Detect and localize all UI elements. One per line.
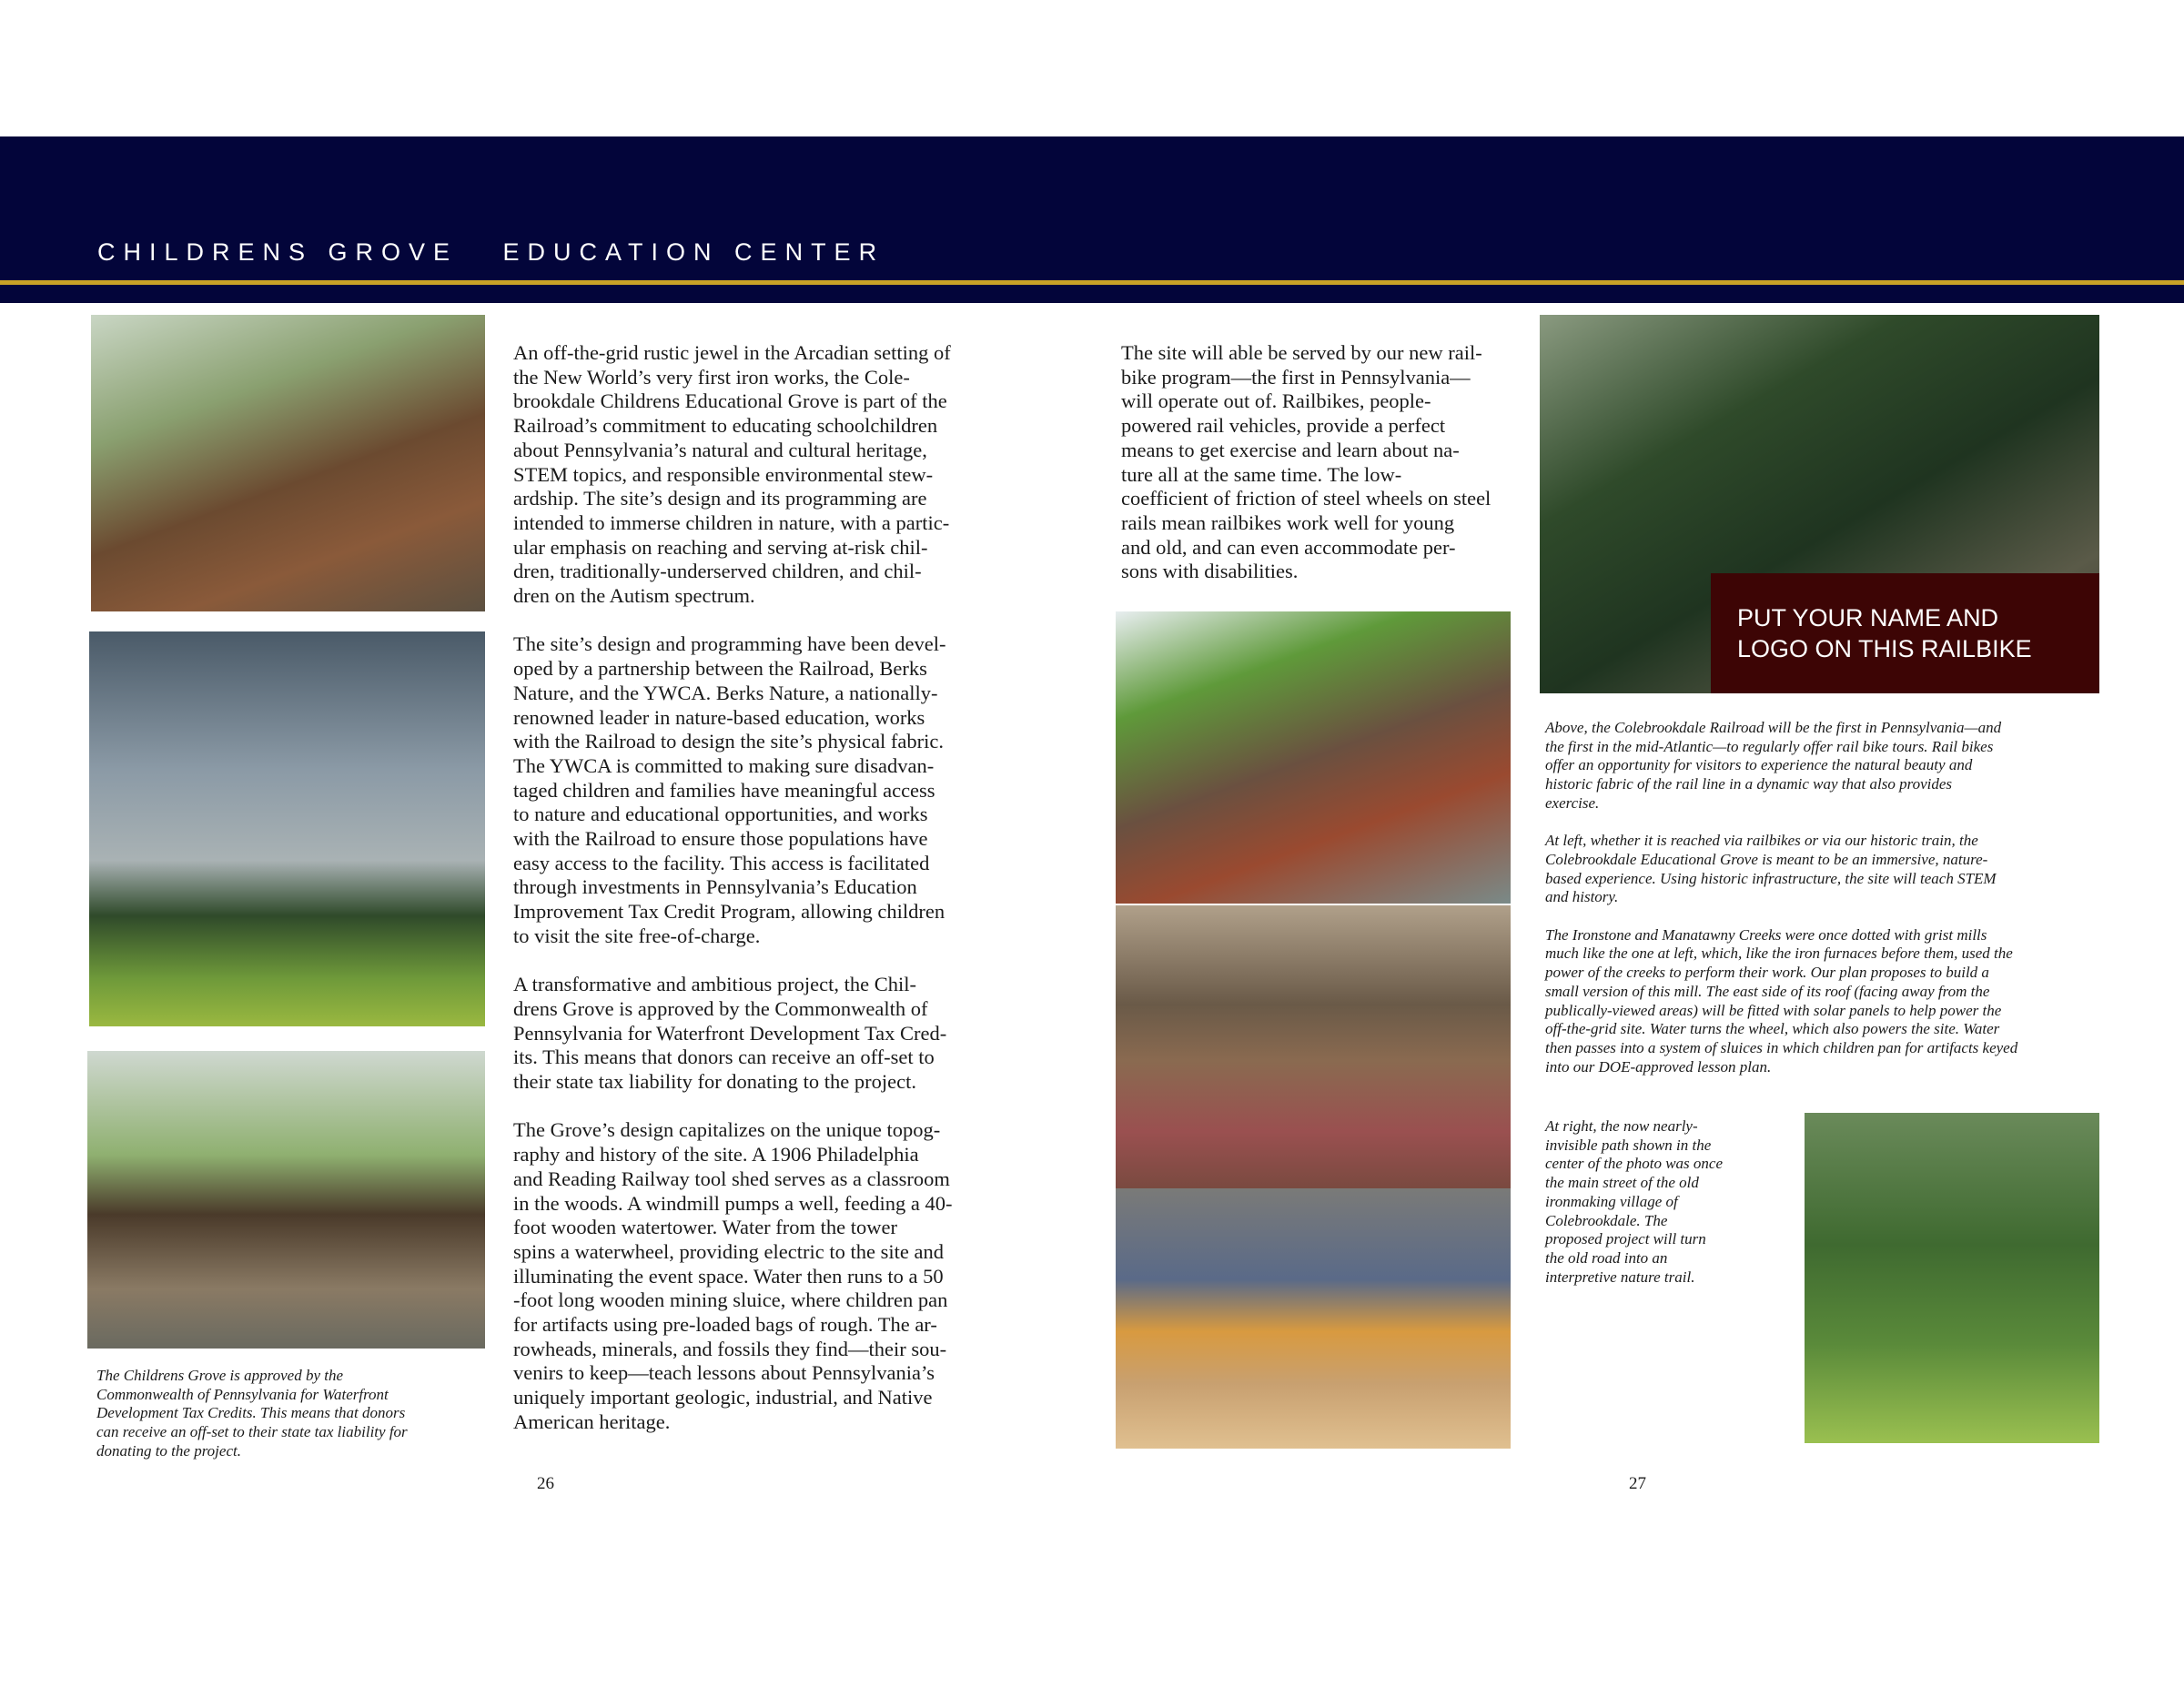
caption-line: interpretive nature trail. bbox=[1545, 1268, 1695, 1286]
photo-event-space bbox=[1116, 905, 1511, 1188]
caption-line: Colebrookdale. The bbox=[1545, 1211, 1668, 1229]
photo-grist-mill bbox=[1116, 611, 1511, 904]
text-line: in the woods. A windmill pumps a well, feeding a 40- bbox=[513, 1191, 953, 1215]
header-band bbox=[0, 136, 2184, 303]
text-line: their state tax liability for donating to the project. bbox=[513, 1070, 917, 1094]
page-number-left: 26 bbox=[537, 1474, 554, 1493]
text-line: exercise. bbox=[1545, 793, 1600, 812]
text-line: means to get exercise and learn about na- bbox=[1121, 438, 1460, 461]
paragraph bbox=[513, 341, 952, 609]
text-line: ular emphasis on reaching and serving at-risk chil- bbox=[513, 535, 928, 559]
text-line: based experience. Using historic infrastructure, the site will teach STEM bbox=[1545, 869, 1997, 887]
text-line: drens Grove is approved by the Commonwealth of bbox=[513, 996, 928, 1020]
text-line: to visit the site free-of-charge. bbox=[513, 924, 761, 947]
text-line: taged children and families have meaningful access bbox=[513, 778, 935, 802]
side-caption bbox=[1545, 1117, 1723, 1287]
text-line: At left, whether it is reached via railbikes or via our historic train, the bbox=[1545, 832, 1978, 850]
text-line: dren, traditionally-underserved children, and chil- bbox=[513, 560, 922, 583]
text-line: and history. bbox=[1545, 888, 1619, 906]
text-line: with the Railroad to design the site’s physical fabric. bbox=[513, 730, 945, 753]
text-line: The YWCA is committed to making sure disadvan- bbox=[513, 753, 935, 777]
text-line: publically-viewed areas) will be fitted with solar panels to help power the bbox=[1545, 1001, 2002, 1019]
text-line: then passes into a system of sluices in which children pan for artifacts keyed bbox=[1545, 1038, 2018, 1056]
text-line: The site’s design and programming have been devel- bbox=[513, 632, 946, 656]
text-line: The Grove’s design capitalizes on the unique topog- bbox=[513, 1118, 941, 1142]
header-gold-rule bbox=[0, 280, 2184, 285]
caption-line: can receive an off-set to their state tax liability for bbox=[96, 1423, 408, 1441]
text-line: for artifacts using pre-loaded bags of rough. The ar- bbox=[513, 1313, 937, 1337]
section-title: CHILDRENS GROVE EDUCATION CENTER bbox=[97, 238, 885, 266]
text-line: venirs to keep—teach lessons about Pennsylvania’s bbox=[513, 1361, 935, 1385]
paragraph bbox=[513, 632, 952, 948]
text-line: Colebrookdale Educational Grove is meant to be an immersive, nature- bbox=[1545, 850, 1988, 868]
text-line: uniquely important geologic, industrial, and Native bbox=[513, 1386, 933, 1409]
text-line: Improvement Tax Credit Program, allowing children bbox=[513, 900, 945, 924]
text-line: to nature and educational opportunities, and works bbox=[513, 803, 928, 826]
text-line: oped by a partnership between the Railroad, Berks bbox=[513, 657, 927, 681]
text-line: rails mean railbikes work well for young bbox=[1121, 510, 1455, 534]
promo-line: PUT YOUR NAME AND bbox=[1737, 604, 1999, 631]
text-line: powered rail vehicles, provide a perfect bbox=[1121, 414, 1446, 438]
text-line: An off-the-grid rustic jewel in the Arcadian setting of bbox=[513, 341, 951, 364]
caption-line: The Childrens Grove is approved by the bbox=[96, 1367, 344, 1384]
paragraph bbox=[1545, 832, 2017, 907]
text-line: spins a waterwheel, providing electric to the site and bbox=[513, 1239, 944, 1263]
text-line: raphy and history of the site. A 1906 Philadelphia bbox=[513, 1143, 919, 1167]
text-line: its. This means that donors can receive an off-set to bbox=[513, 1046, 935, 1069]
page-number-right: 27 bbox=[1629, 1474, 1646, 1493]
text-line: sons with disabilities. bbox=[1121, 560, 1299, 583]
text-line: into our DOE-approved lesson plan. bbox=[1545, 1057, 1772, 1076]
text-line: coefficient of friction of steel wheels on steel bbox=[1121, 487, 1491, 510]
text-line: easy access to the facility. This access is facilitated bbox=[513, 851, 930, 874]
text-line: Nature, and the YWCA. Berks Nature, a nationally- bbox=[513, 681, 938, 704]
promo-line: LOGO ON THIS RAILBIKE bbox=[1737, 635, 2032, 662]
text-line: Railroad’s commitment to educating schoolchildren bbox=[513, 414, 938, 438]
text-line: with the Railroad to ensure those populations have bbox=[513, 827, 928, 851]
paragraph bbox=[1545, 926, 2017, 1077]
text-line: -foot long wooden mining sluice, where children pan bbox=[513, 1288, 948, 1312]
text-line: off-the-grid site. Water turns the wheel, which also powers the site. Water bbox=[1545, 1020, 2000, 1038]
caption-line: At right, the now nearly- bbox=[1545, 1117, 1698, 1135]
text-line: foot wooden watertower. Water from the tower bbox=[513, 1216, 898, 1239]
text-line: STEM topics, and responsible environmental stew- bbox=[513, 462, 934, 486]
caption-line: the main street of the old bbox=[1545, 1174, 1699, 1192]
paragraph bbox=[513, 973, 952, 1095]
photo-children-sluice bbox=[1116, 1188, 1511, 1449]
text-line: through investments in Pennsylvania’s Education bbox=[513, 875, 917, 899]
text-line: ardship. The site’s design and its programming are bbox=[513, 487, 927, 510]
photo-windmill bbox=[89, 631, 485, 1026]
left-body-text bbox=[513, 341, 952, 1459]
photo-nature-trail bbox=[1805, 1113, 2099, 1443]
text-line: bike program—the first in Pennsylvania— bbox=[1121, 365, 1471, 389]
text-line: the first in the mid-Atlantic—to regularly offer rail bike tours. Rail bikes bbox=[1545, 737, 1994, 755]
text-line: about Pennsylvania’s natural and cultural heritage, bbox=[513, 438, 927, 461]
railbike-sponsor-banner bbox=[1711, 573, 2099, 693]
text-line: offer an opportunity for visitors to experience the natural beauty and bbox=[1545, 756, 1973, 774]
text-line: small version of this mill. The east side of its roof (facing away from the bbox=[1545, 982, 1990, 1000]
text-line: and Reading Railway tool shed serves as a classroom bbox=[513, 1167, 950, 1190]
caption-line: invisible path shown in the bbox=[1545, 1136, 1712, 1154]
text-line: dren on the Autism spectrum. bbox=[513, 584, 755, 608]
caption-line: donating to the project. bbox=[96, 1441, 241, 1460]
caption-line: center of the photo was once bbox=[1545, 1155, 1723, 1173]
caption-line: the old road into an bbox=[1545, 1248, 1668, 1267]
text-line: Pennsylvania for Waterfront Development Tax Cred- bbox=[513, 1021, 947, 1045]
caption-line: proposed project will turn bbox=[1545, 1230, 1706, 1248]
right-captions bbox=[1545, 719, 2017, 1096]
text-line: ture all at the same time. The low- bbox=[1121, 462, 1402, 486]
text-line: The Ironstone and Manatawny Creeks were once dotted with grist mills bbox=[1545, 925, 1987, 944]
text-line: much like the one at left, which, like the iron furnaces before them, used the bbox=[1545, 945, 2013, 963]
text-line: The site will able be served by our new rail- bbox=[1121, 341, 1482, 364]
text-line: will operate out of. Railbikes, people- bbox=[1121, 389, 1431, 413]
text-line: historic fabric of the rail line in a dynamic way that also provides bbox=[1545, 775, 1952, 793]
text-line: power of the creeks to perform their work. Our plan proposes to build a bbox=[1545, 964, 1989, 982]
paragraph bbox=[1121, 341, 1491, 584]
text-line: A transformative and ambitious project, the Chil- bbox=[513, 973, 917, 996]
paragraph bbox=[513, 1118, 952, 1434]
text-line: Above, the Colebrookdale Railroad will be the first in Pennsylvania—and bbox=[1545, 719, 2002, 736]
right-body-text bbox=[1121, 341, 1491, 609]
text-line: American heritage. bbox=[513, 1409, 671, 1433]
text-line: renowned leader in nature-based education, works bbox=[513, 705, 925, 729]
caption-line: ironmaking village of bbox=[1545, 1192, 1678, 1210]
photo-watertower-deck bbox=[91, 315, 485, 611]
caption-line: Development Tax Credits. This means that donors bbox=[96, 1404, 406, 1422]
text-line: and old, and can even accommodate per- bbox=[1121, 535, 1456, 559]
text-line: intended to immerse children in nature, with a partic- bbox=[513, 510, 950, 534]
paragraph bbox=[1545, 719, 2017, 813]
text-line: the New World’s very first iron works, the Cole- bbox=[513, 365, 910, 389]
text-line: brookdale Childrens Educational Grove is part of the bbox=[513, 389, 947, 413]
text-line: rowheads, minerals, and fossils they find—their sou- bbox=[513, 1337, 947, 1360]
left-caption bbox=[96, 1367, 408, 1461]
photo-watertower-station bbox=[87, 1051, 485, 1349]
caption-line: Commonwealth of Pennsylvania for Waterfront bbox=[96, 1385, 389, 1403]
text-line: illuminating the event space. Water then runs to a 50 bbox=[513, 1264, 944, 1288]
